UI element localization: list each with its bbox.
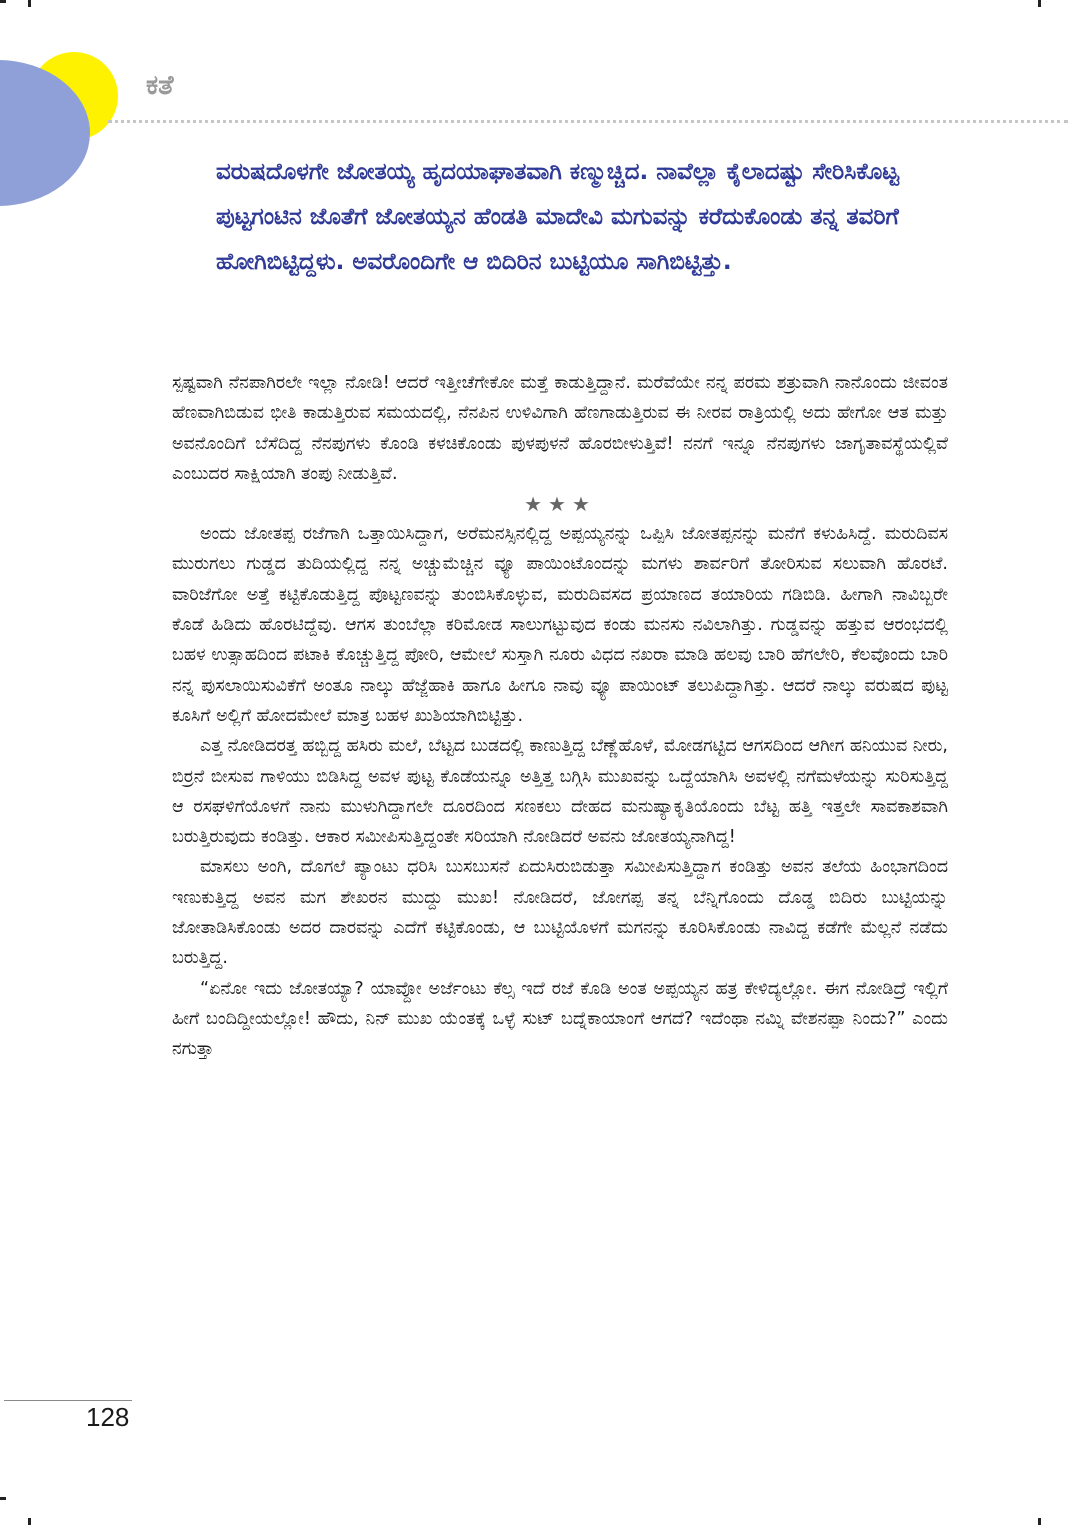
page-number: 128 — [86, 1402, 130, 1432]
story-paragraph: ಎತ್ತ ನೋಡಿದರತ್ತ ಹಬ್ಬಿದ್ದ ಹಸಿರು ಮಲೆ, ಬೆಟ್ಟದ ಬುಡದಲ್ಲಿ ಕಾಣುತ್ತಿದ್ದ ಬೆಣ್ಣೆಹೊಳೆ, ಮೋಡಗಟ್ಟಿದ ಆಗಸದಿಂದ ಆಗೀಗ ಹನಿಯುವ ನೀರು, ಬಿರ್ರನೆ ಬೀಸುವ ಗಾಳಿಯು ಬಿಡಿಸಿದ್ದ ಅವಳ ಪುಟ್ಟ ಕೊಡೆಯನ್ನೂ ಅತ್ತಿತ್ತ ಬಗ್ಗಿಸಿ ಮುಖವನ್ನು ಒದ್ದೆಯಾಗಿಸಿ ಅವಳಲ್ಲಿ ನಗೆಮಳೆಯನ್ನು ಸುರಿಸುತ್ತಿದ್ದ ಆ ರಸಘಳಿಗೆಯೊಳಗೆ ನಾನು ಮುಳುಗಿದ್ದಾಗಲೇ ದೂರದಿಂದ ಸಣಕಲು ದೇಹದ ಮನುಷ್ಯಾಕೃತಿಯೊಂದು ಬೆಟ್ಟ ಹತ್ತಿ ಇತ್ತಲೇ ಸಾವಕಾಶವಾಗಿ ಬರುತ್ತಿರುವುದು ಕಂಡಿತ್ತು. ಆಕಾರ ಸಮೀಪಿಸುತ್ತಿದ್ದಂತೇ ಸರಿಯಾಗಿ ನೋಡಿದರೆ ಅವನು ಜೋತಯ್ಯನಾಗಿದ್ದ! — [172, 736, 948, 848]
story-paragraph: ಮಾಸಲು ಅಂಗಿ, ದೊಗಲೆ ಪ್ಯಾಂಟು ಧರಿಸಿ ಬುಸಬುಸನೆ ಏದುಸಿರುಬಿಡುತ್ತಾ ಸಮೀಪಿಸುತ್ತಿದ್ದಾಗ ಕಂಡಿತ್ತು ಅವನ ತಲೆಯ ಹಿಂಭಾಗದಿಂದ ಇಣುಕುತ್ತಿದ್ದ ಅವನ ಮಗ ಶೇಖರನ ಮುದ್ದು ಮುಖ! ನೋಡಿದರೆ, ಜೋಗಪ್ಪ ತನ್ನ ಬೆನ್ನಿಗೊಂದು ದೊಡ್ಡ ಬಿದಿರು ಬುಟ್ಟಿಯನ್ನು ಜೋತಾಡಿಸಿಕೊಂಡು ಅದರ ದಾರವನ್ನು ಎದೆಗೆ ಕಟ್ಟಿಕೊಂಡು, ಆ ಬುಟ್ಟಿಯೊಳಗೆ ಮಗನನ್ನು ಕೂರಿಸಿಕೊಂಡು ನಾವಿದ್ದ ಕಡೆಗೇ ಮೆಲ್ಲನೆ ನಡೆದು ಬರುತ್ತಿದ್ದ. — [172, 857, 948, 969]
crop-mark — [28, 1518, 31, 1525]
story-paragraph: ಸ್ಪಷ್ಟವಾಗಿ ನೆನಪಾಗಿರಲೇ ಇಲ್ಲಾ ನೋಡಿ! ಆದರೆ ಇತ್ತೀಚೆಗೇಕೋ ಮತ್ತೆ ಕಾಡುತ್ತಿದ್ದಾನೆ. ಮರೆವೆಯೇ ನನ್ನ ಪರಮ ಶತ್ರುವಾಗಿ ನಾನೊಂದು ಜೀವಂತ ಹೆಣವಾಗಿಬಿಡುವ ಭೀತಿ ಕಾಡುತ್ತಿರುವ ಸಮಯದಲ್ಲಿ, ನೆನಪಿನ ಉಳಿವಿಗಾಗಿ ಹೆಣಗಾಡುತ್ತಿರುವ ಈ ನೀರವ ರಾತ್ರಿಯಲ್ಲಿ ಅದು ಹೇಗೋ ಆತ ಮತ್ತು ಅವನೊಂದಿಗೆ ಬೆಸೆದಿದ್ದ ನೆನಪುಗಳು ಕೊಂಡಿ ಕಳಚಿಕೊಂಡು ಪುಳಪುಳನೆ ಹೊರಬೀಳುತ್ತಿವೆ! ನನಗೆ ಇನ್ನೂ ನೆನಪುಗಳು ಜಾಗೃತಾವಸ್ಥೆಯಲ್ಲಿವೆ ಎಂಬುದರ ಸಾಕ್ಷಿಯಾಗಿ ತಂಪು ನೀಡುತ್ತಿವೆ. — [172, 373, 948, 484]
crop-mark — [0, 0, 6, 3]
story-body — [172, 368, 948, 1065]
page-number-rule — [4, 1400, 132, 1401]
section-title: ಕತೆ — [146, 70, 174, 101]
crop-mark — [28, 0, 31, 7]
crop-mark — [1038, 0, 1041, 7]
story-paragraph: “ಏನೋ ಇದು ಜೋತಯ್ಯಾ? ಯಾವ್ದೋ ಅರ್ಜೆಂಟು ಕೆಲ್ಸ ಇದೆ ರಜೆ ಕೊಡಿ ಅಂತ ಅಪ್ಪಯ್ಯನ ಹತ್ರ ಕೇಳಿದ್ಯಲ್ಲೋ. ಈಗ ನೋಡಿದ್ರೆ ಇಲ್ಲಿಗೆ ಹೀಗೆ ಬಂದಿದ್ದೀಯಲ್ಲೋ! ಹೌದು, ನಿನ್ ಮುಖ ಯೆಂತಕ್ಕೆ ಒಳ್ಳೆ ಸುಟ್ ಬದ್ನೆಕಾಯಾಂಗೆ ಆಗದೆ? ಇದೆಂಥಾ ನಮ್ನಿ ವೇಶನಪ್ಪಾ ನಿಂದು?” ಎಂದು ನಗುತ್ತಾ — [172, 978, 948, 1060]
dotted-divider — [108, 120, 1068, 123]
intro-paragraph: ವರುಷದೊಳಗೇ ಜೋತಯ್ಯ ಹೃದಯಾಘಾತವಾಗಿ ಕಣ್ಮುಚ್ಚಿದ. ನಾವೆಲ್ಲಾ ಕೈಲಾದಷ್ಟು ಸೇರಿಸಿಕೊಟ್ಟ ಪುಟ್ಟಗಂಟಿನ ಜೊತೆಗೆ ಜೋತಯ್ಯನ ಹೆಂಡತಿ ಮಾದೇವಿ ಮಗುವನ್ನು ಕರೆದುಕೊಂಡು ತನ್ನ ತವರಿಗೆ ಹೋಗಿಬಿಟ್ಟಿದ್ದಳು. ಅವರೊಂದಿಗೇ ಆ ಬಿದಿರಿನ ಬುಟ್ಟಿಯೂ ಸಾಗಿಬಿಟ್ಟಿತ್ತು. — [216, 159, 899, 275]
section-separator: ★★★ — [524, 492, 596, 517]
crop-mark — [1038, 1518, 1041, 1525]
story-paragraph: ಅಂದು ಜೋತಪ್ಪ ರಜೆಗಾಗಿ ಒತ್ತಾಯಿಸಿದ್ದಾಗ, ಅರೆಮನಸ್ಸಿನಲ್ಲಿದ್ದ ಅಪ್ಪಯ್ಯನನ್ನು ಒಪ್ಪಿಸಿ ಜೋತಪ್ಪನನ್ನು ಮನೆಗೆ ಕಳುಹಿಸಿದ್ದೆ. ಮರುದಿವಸ ಮುರುಗಲು ಗುಡ್ಡದ ತುದಿಯಲ್ಲಿದ್ದ ನನ್ನ ಅಚ್ಚುಮೆಚ್ಚಿನ ವ್ಯೂ ಪಾಯಿಂಟೊಂದನ್ನು ಮಗಳು ಶಾರ್ವರಿಗೆ ತೋರಿಸುವ ಸಲುವಾಗಿ ಹೊರಟೆ. ವಾರಿಜೆಗೋ ಅತ್ತೆ ಕಟ್ಟಿಕೊಡುತ್ತಿದ್ದ ಪೊಟ್ಟಣವನ್ನು ತುಂಬಿಸಿಕೊಳ್ಳುವ, ಮರುದಿವಸದ ಪ್ರಯಾಣದ ತಯಾರಿಯ ಗಡಿಬಿಡಿ. ಹೀಗಾಗಿ ನಾವಿಬ್ಬರೇ ಕೊಡೆ ಹಿಡಿದು ಹೊರಟಿದ್ದೆವು. ಆಗಸ ತುಂಬೆಲ್ಲಾ ಕರಿಮೋಡ ಸಾಲುಗಟ್ಟುವುದ ಕಂಡು ಮನಸು ನವಿಲಾಗಿತ್ತು. ಗುಡ್ಡವನ್ನು ಹತ್ತುವ ಆರಂಭದಲ್ಲಿ ಬಹಳ ಉತ್ಸಾಹದಿಂದ ಪಟಾಕಿ ಕೊಚ್ಚುತ್ತಿದ್ದ ಪೋರಿ, ಆಮೇಲೆ ಸುಸ್ತಾಗಿ ನೂರು ವಿಧದ ನಖರಾ ಮಾಡಿ ಹಲವು ಬಾರಿ ಹೆಗಲೇರಿ, ಕೆಲವೊಂದು ಬಾರಿ ನನ್ನ ಪುಸಲಾಯಿಸುವಿಕೆಗೆ ಅಂತೂ ನಾಲ್ಕು ಹೆಜ್ಜೆಹಾಕಿ ಹಾಗೂ ಹೀಗೂ ನಾವು ವ್ಯೂ ಪಾಯಿಂಟ್ ತಲುಪಿದ್ದಾಗಿತ್ತು. ಆದರೆ ನಾಲ್ಕು ವರುಷದ ಪುಟ್ಟ ಕೂಸಿಗೆ ಅಲ್ಲಿಗೆ ಹೋದಮೇಲೆ ಮಾತ್ರ ಬಹಳ ಖುಶಿಯಾಗಿಬಿಟ್ಟಿತ್ತು. — [172, 524, 948, 726]
crop-mark — [0, 1497, 6, 1500]
